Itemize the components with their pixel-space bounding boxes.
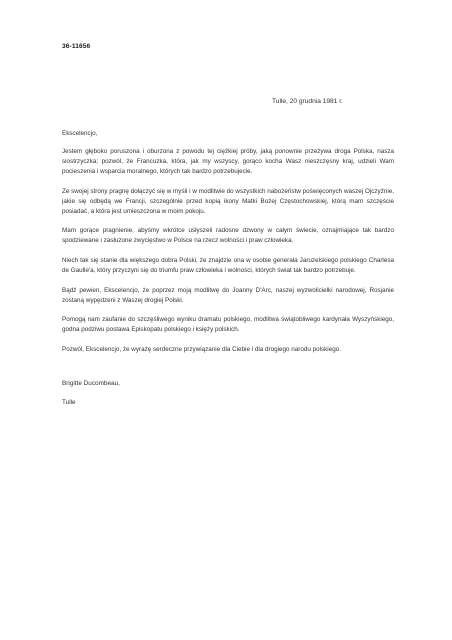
paragraph-2: Ze swojej strony pragnę dołączyć się w myśli i w modlitwie do wszystkich nabożeństw poświęconych waszej Ojczyźnie, jakie się odbędą we Francji, szczególnie przed kopią ikony Matki Bożej Częstochowskiej, którą mam szczęście posiadać, a która jest umieszczona w moim pokoju. bbox=[62, 187, 394, 215]
letter-body bbox=[62, 129, 394, 365]
signature-block bbox=[62, 379, 120, 408]
paragraph-1: Jestem głęboko poruszona i oburzona z powodu tej ciężkiej próby, jaką ponownie przeżywa droga Polska, nasza siostrzyczka; pozwól, że Francuzka, która, jak my wszyscy, gorąco kocha Wasz nieszczęsny kraj, udzieli Wam pocieszenia i wsparcia moralnego, których tak bardzo potrzebujecie. bbox=[62, 148, 394, 175]
paragraph-6: Pomogą nam zaufanie do szczęśliwego wyniku dramatu polskiego, modlitwa świątobliwego kardynała Wyszyńskiego, godna podziwu postawa Episkopatu polskiego i księży polskich. bbox=[62, 316, 394, 334]
signature-name: Brigitte Ducombeau, bbox=[62, 380, 120, 387]
paragraph-3: Mam gorące pragnienie, abyśmy wkrótce usłyszeli radosne dzwony w całym świecie, oznajmiające tak bardzo spodziewane i zasłużone zwycięstwo w Polsce na rzecz wolności i praw człowieka. bbox=[62, 227, 394, 245]
salutation: Ekscelencjo, bbox=[62, 130, 98, 137]
paragraph-7: Pozwól, Ekscelencjo, że wyrażę serdeczne przywiązanie dla Ciebie i dla drogiego narodu polskiego. bbox=[62, 346, 341, 354]
paragraph-5: Bądź pewien, Ekscelencjo, że poprzez moją modlitwę do Joanny D'Arc, naszej wyzwolicielki narodowej, Rosjanie zostaną wypędzeni z Waszej drogiej Polski. bbox=[62, 286, 394, 304]
signature-city: Tulle bbox=[62, 399, 76, 406]
reference-number: 36-11656 bbox=[62, 43, 91, 50]
paragraph-4: Niech tak się stanie dla większego dobra Polski, że znajdzie ona w osobie generała Jaruzelskiego polskiego Charlesa de Gaulle'a, który przyczyni się do triumfu praw człowieka i wolności, których świat tak bardzo potrzebuje. bbox=[62, 257, 394, 275]
dateline: Tulle, 20 grudnia 1981 r. bbox=[272, 98, 343, 105]
